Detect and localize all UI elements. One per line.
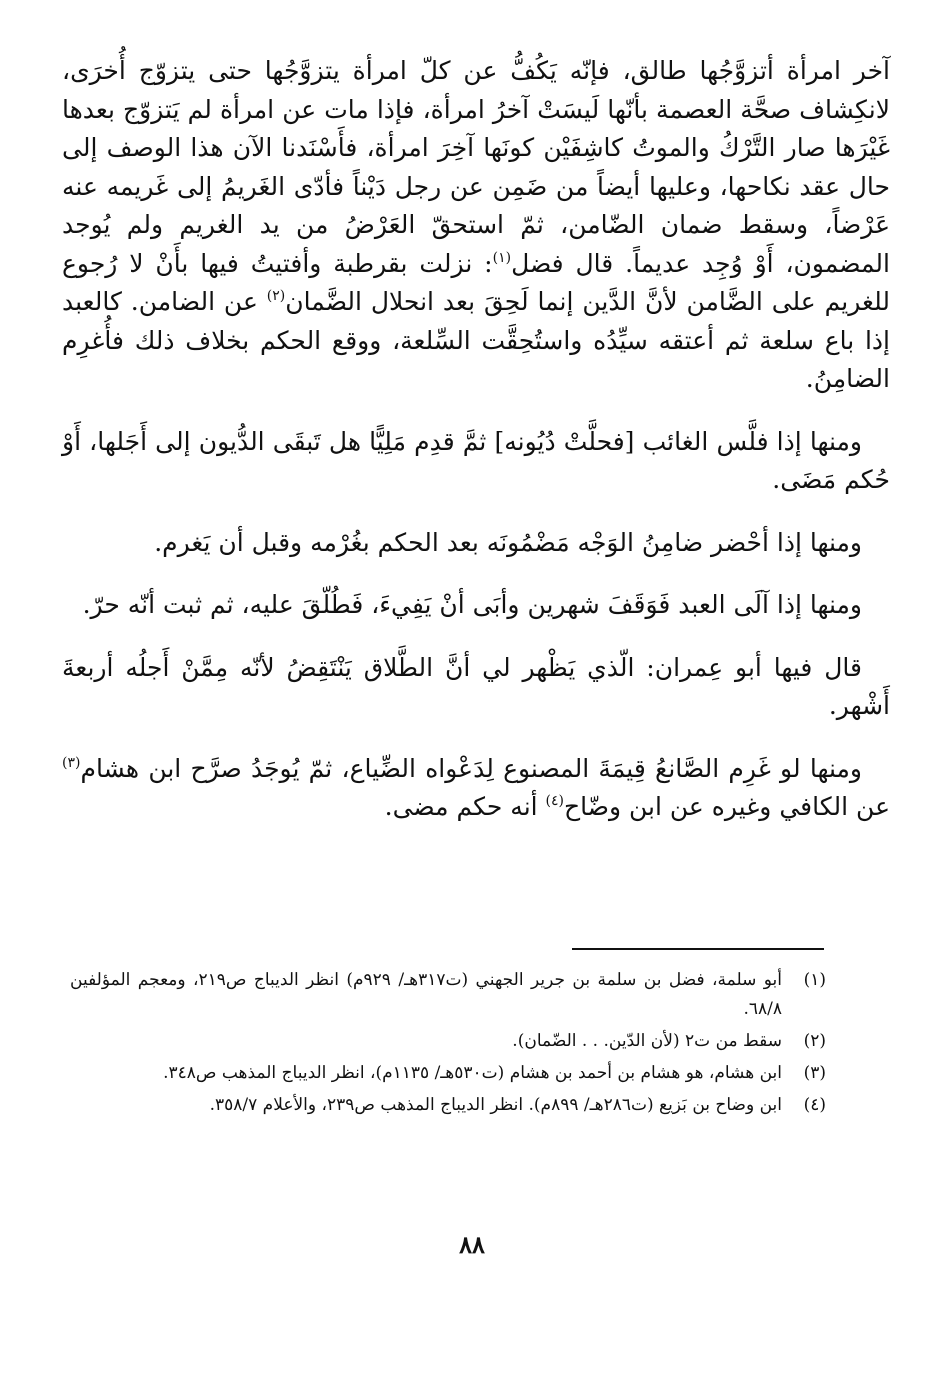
- footnote-ref-4[interactable]: (٤): [545, 793, 565, 809]
- paragraph-6-end: أنه حكم مضى.: [384, 792, 546, 821]
- page-number: ٨٨: [459, 1230, 485, 1259]
- footnote-ref-1[interactable]: (١): [492, 249, 512, 266]
- footnote-number: (٣): [803, 1063, 826, 1083]
- footnote-ref-2[interactable]: (٢): [266, 288, 286, 304]
- paragraph-6: [62, 750, 890, 827]
- footnotes: [70, 966, 826, 1123]
- paragraph-1-text: آخر امرأة أتزوَّجُها طالق، فإنّه يَكُفُّ عن كلّ امرأة يتزوَّجُها حتى يتزوّج أُخرَى، لانكِشاف صحَّة العصمة بأنّها لَيسَتْ آخرُ امرأة، فإذا مات عن امرأة لم يَتزوّج بعدها غَيْرَها صار التَّرْكُ والموتُ كاشِفَيْن كونَها آخِرَ امرأة، فأَسْنَدنا الآن هذا الوصف إلى حال عقد نكاحها، وعليها أيضاً من ضَمِن عن رجل دَيْناً فأدّى الغَريمُ إلى غَريمه عنه عَرْضاً، وسقط ضمان الضّامن، ثمّ استحقّ العَرْضُ من يد الغريم ولم يُوجد المضمون، أَوْ وُجِد عديماً. قال فضل: [62, 56, 890, 278]
- footnote-2: [70, 1027, 826, 1056]
- footnote-4: [70, 1091, 826, 1120]
- footnote-text: أبو سلمة، فضل بن سلمة بن جرير الجهني (ت٣١٧هـ/ ٩٢٩م) انظر الديباج ص٢١٩، ومعجم المؤلفين ٦٨/٨.: [70, 970, 782, 1019]
- footnote-number: (٤): [803, 1095, 826, 1115]
- footnote-separator: [572, 948, 824, 950]
- paragraph-1-continued: : نزلت بقرطبة وأفتيتُ فيها بأَنْ لا رُجوع للغريم على الضَّامن لأنَّ الدَّين إنما لَحِقَ بعد انحلال الضَّمان: [62, 248, 890, 316]
- paragraph-4: ومنها إذا آلَى العبد فَوَقَفَ شهرين وأبَى أنْ يَفِيءَ، فَطُلّقَ عليه، ثم ثبت أنّه حرّ.: [82, 590, 862, 619]
- footnote-ref-3[interactable]: (٣): [62, 754, 81, 771]
- paragraph-1-end: عن الضامن. كالعبد إذا باع سلعة ثم أعتقه سيِّدُه واستُحِقَّت السِّلعة، ووقع الحكم بخلاف ذلك فأُغرِم الضامِنُ.: [62, 287, 890, 393]
- footnote-1: [70, 966, 826, 1024]
- paragraph-1: [62, 52, 890, 399]
- paragraph-6-text: ومنها لو غَرِم الصَّانعُ قِيمَةَ المصنوع لِدَعْواه الضِّياع، ثمّ يُوجَدُ صرَّح ابن هشام: [80, 753, 862, 783]
- main-text: [62, 52, 890, 827]
- footnote-number: (١): [803, 970, 826, 990]
- paragraph-5: قال فيها أبو عِمران: الّذي يَظْهر لي أنَّ الطَّلاق يَنْتَقِضُ لأنّه مِمَّنْ أَجلُه أربعةَ أَشْهر.: [62, 652, 890, 720]
- paragraph-3: ومنها إذا أحْضر ضامِنُ الوَجْه مَضْمُونَه بعد الحكم بغُرْمه وقبل أن يَغرم.: [154, 527, 862, 557]
- paragraph-2: ومنها إذا فلَّس الغائب [فحلَّتْ دُيُونه] ثمَّ قدِم مَلِيًّا هل تَبقَى الدُّيون إلى أَجَلها، أَوْ حُكم مَضَى.: [62, 426, 890, 494]
- footnote-text: سقط من ت٢ (لأن الدّين. . . الضّمان).: [512, 1031, 782, 1051]
- footnote-3: [70, 1059, 826, 1088]
- footnote-number: (٢): [803, 1031, 826, 1051]
- paragraph-6-continued: عن الكافي وغيره عن ابن وضّاح: [564, 792, 890, 821]
- footnote-text: ابن هشام، هو هشام بن أحمد بن هشام (ت٥٣٠هـ/ ١١٣٥م)، انظر الديباج المذهب ص٣٤٨.: [163, 1063, 782, 1083]
- footnote-text: ابن وضاح بن بَزيع (ت٢٨٦هـ/ ٨٩٩م). انظر الديباج المذهب ص٢٣٩، والأعلام ٣٥٨/٧.: [209, 1095, 782, 1115]
